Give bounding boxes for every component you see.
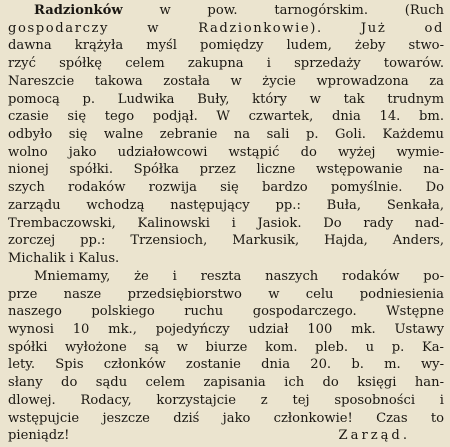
- article-line: pomocą p. Ludwika Buły, który w tak trudnym: [8, 91, 444, 107]
- article-title: Radzionków: [34, 3, 123, 18]
- article-line: wolno jako udziałowcowi wstąpić do wyżej wymie-: [8, 144, 444, 160]
- article-line: lety. Spis członków zostanie dnia 20. b. m. wy-: [8, 357, 444, 373]
- article-line: Michalik i Kalus.: [8, 251, 120, 267]
- article-line: naszego polskiego ruchu gospodarczego. Wstępne: [8, 304, 444, 320]
- article-line: prze nasze przedsiębiorstwo w celu podniesienia: [8, 286, 444, 302]
- article-line: dawna krążyła myśl pomiędzy ludem, żeby stwo-: [8, 38, 444, 54]
- article-line: zarządu wchodzą następujący pp.: Buła, Senkała,: [8, 197, 444, 213]
- article-line: [34, 2, 444, 20]
- article-line: odbyło się walne zebranie na sali p. Goli. Każdemu: [8, 127, 444, 143]
- article-line: rzyć spółkę celem zakupna i sprzedaży towarów.: [8, 56, 444, 72]
- article-line: wynosi 10 mk., pojedyńczy udział 100 mk. Ustawy: [8, 321, 444, 337]
- article-line: dlowej. Rodacy, korzystajcie z tej sposobności i: [8, 392, 444, 408]
- article-line: gospodarczy w Radzionkowie). Już od: [8, 20, 444, 36]
- article-line: czasie się tego podjął. W czwartek, dnia 14. bm.: [8, 109, 444, 125]
- article-line: wstępujcie jeszcze dziś jako członkowie! Czas to: [8, 410, 444, 426]
- article-line: Nareszcie takowa została w życie wprowadzona za: [8, 73, 444, 89]
- article-line: nionej spółki. Spółka przez liczne wstępowanie na-: [8, 162, 444, 178]
- article-line: Trembaczowski, Kalinowski i Jasiok. Do rady nad-: [8, 215, 444, 231]
- article-line: zorczej pp.: Trzensioch, Markusik, Hajda, Anders,: [8, 233, 444, 249]
- article-line: Mniemamy, że i reszta naszych rodaków po-: [34, 268, 444, 284]
- signature: Zarząd.: [338, 428, 410, 444]
- article-line: pieniądz!: [8, 428, 70, 444]
- article-line-text: w pow. tarnogórskim. (Ruch: [122, 3, 444, 18]
- article-line: spółki wyłożone są w biurze kom. pleb. u p. Ka-: [8, 339, 444, 355]
- article-line: słany do sądu celem zapisania ich do księgi han-: [8, 375, 444, 391]
- article-line: szych rodaków rozwija się bardzo pomyślnie. Do: [8, 180, 444, 196]
